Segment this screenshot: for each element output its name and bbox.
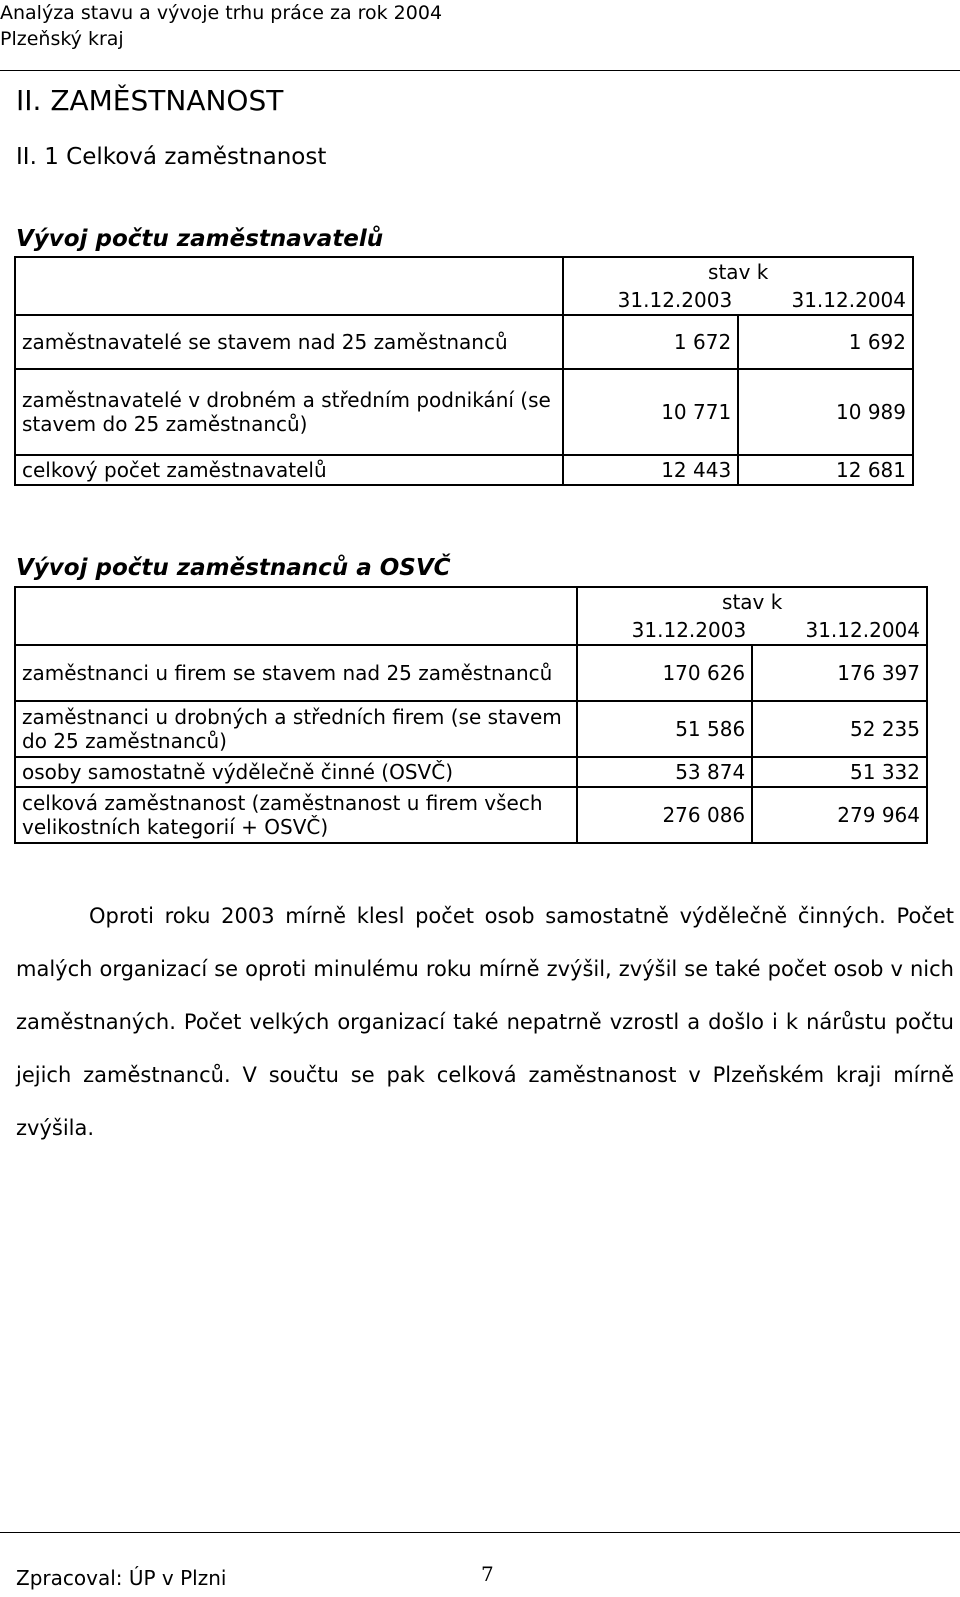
value-2004: 1 692	[738, 315, 913, 369]
header-title: Analýza stavu a vývoje trhu práce za rok 2004	[0, 2, 443, 24]
header-region: Plzeňský kraj	[0, 28, 124, 50]
row-label: zaměstnavatelé v drobném a středním podnikání (se stavem do 25 zaměstnanců)	[15, 369, 563, 455]
page-number: 7	[481, 1562, 494, 1586]
employers-table	[14, 256, 914, 486]
table-row	[15, 787, 927, 843]
value-2003: 10 771	[563, 369, 738, 455]
table-corner-cell	[15, 257, 563, 315]
table2-title: Vývoj počtu zaměstnanců a OSVČ	[16, 555, 451, 581]
value-2004: 51 332	[752, 757, 927, 787]
header-divider	[0, 70, 960, 71]
table-corner-cell	[15, 587, 577, 645]
table-row	[15, 369, 913, 455]
year-2003-header: 31.12.2003	[563, 286, 738, 315]
table-row	[15, 455, 913, 485]
row-label: osoby samostatně výdělečně činné (OSVČ)	[15, 757, 577, 787]
table-header-row	[15, 587, 927, 616]
value-2003: 170 626	[577, 645, 752, 701]
value-2004: 10 989	[738, 369, 913, 455]
summary-paragraph	[16, 890, 954, 1155]
value-2004: 279 964	[752, 787, 927, 843]
table-header-row	[15, 257, 913, 286]
table1-title: Vývoj počtu zaměstnavatelů	[16, 226, 384, 252]
stav-k-header: stav k	[563, 257, 913, 286]
value-2003: 53 874	[577, 757, 752, 787]
value-2003: 1 672	[563, 315, 738, 369]
table-row	[15, 701, 927, 757]
value-2003: 12 443	[563, 455, 738, 485]
value-2003: 51 586	[577, 701, 752, 757]
table-row	[15, 315, 913, 369]
employees-table	[14, 586, 928, 844]
stav-k-header: stav k	[577, 587, 927, 616]
year-2004-header: 31.12.2004	[752, 616, 927, 645]
value-2003: 276 086	[577, 787, 752, 843]
value-2004: 52 235	[752, 701, 927, 757]
year-2003-header: 31.12.2003	[577, 616, 752, 645]
row-label: zaměstnavatelé se stavem nad 25 zaměstnanců	[15, 315, 563, 369]
document-header	[0, 0, 442, 52]
row-label: zaměstnanci u drobných a středních firem (se stavem do 25 zaměstnanců)	[15, 701, 577, 757]
row-label: celkový počet zaměstnavatelů	[15, 455, 563, 485]
value-2004: 176 397	[752, 645, 927, 701]
table-row	[15, 645, 927, 701]
footer-divider	[0, 1532, 960, 1533]
chapter-title: II. ZAMĚSTNANOST	[16, 84, 284, 117]
table-row	[15, 757, 927, 787]
value-2004: 12 681	[738, 455, 913, 485]
paragraph-text: Oproti roku 2003 mírně klesl počet osob samostatně výdělečně činných. Počet malých organizací se oproti minulému roku mírně zvýšil, zvýšil se také počet osob v nich zaměstnaných. Počet velkých organizací také nepatrně vzrostl a došlo i k nárůstu počtu jejich zaměstnanců. V součtu se pak celková zaměstnanost v Plzeňském kraji mírně zvýšila.	[16, 904, 954, 1140]
row-label: zaměstnanci u firem se stavem nad 25 zaměstnanců	[15, 645, 577, 701]
footer-author: Zpracoval: ÚP v Plzni	[16, 1566, 227, 1590]
section-title: II. 1 Celková zaměstnanost	[16, 144, 327, 170]
row-label: celková zaměstnanost (zaměstnanost u firem všech velikostních kategorií + OSVČ)	[15, 787, 577, 843]
year-2004-header: 31.12.2004	[738, 286, 913, 315]
